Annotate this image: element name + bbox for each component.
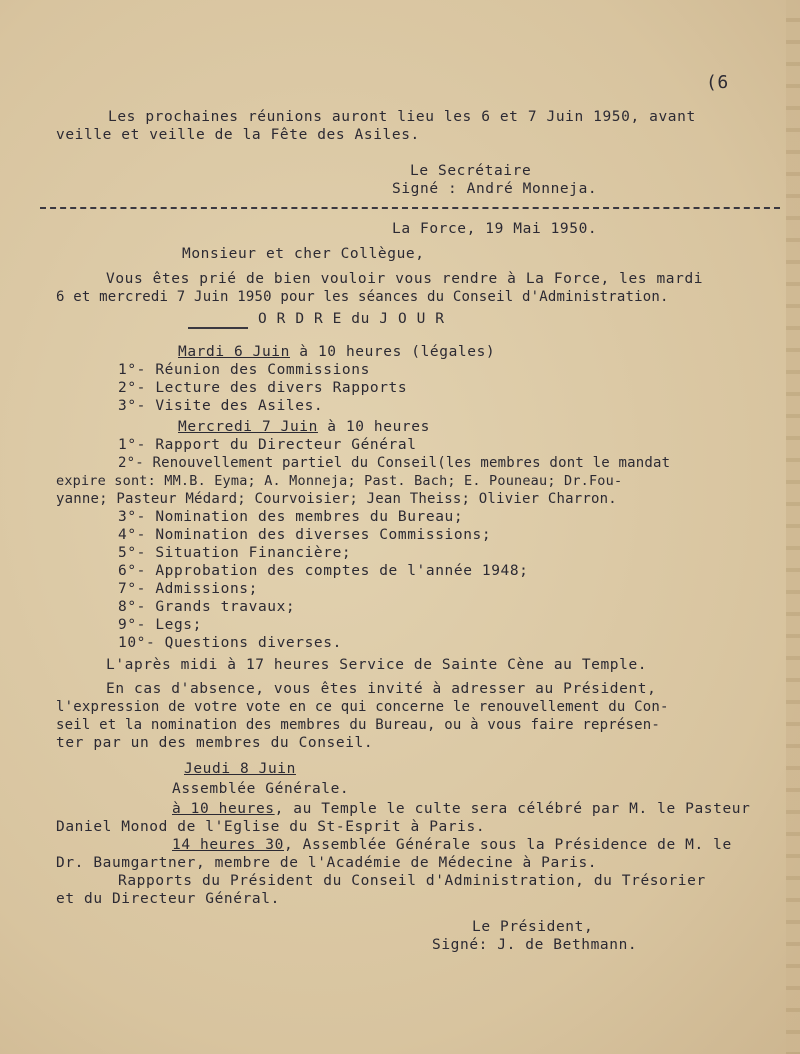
secretary-signature: Signé : André Monneja.	[392, 181, 598, 197]
list-item: 8°- Grands travaux;	[118, 599, 296, 615]
wednesday-date: Mercredi 7 Juin	[178, 419, 318, 435]
wednesday-time: à 10 heures	[317, 419, 430, 435]
tuesday-heading	[178, 343, 495, 361]
assembly-time: 14 heures 30	[172, 837, 284, 853]
thursday-line-3	[172, 836, 732, 854]
tuesday-time: à 10 heures (légales)	[289, 344, 496, 360]
thursday-line-1	[172, 800, 750, 818]
worship-time: à 10 heures	[172, 801, 275, 817]
thursday-line-4: Dr. Baumgartner, membre de l'Académie de Médecine à Paris.	[56, 855, 598, 871]
notice-line-1: Les prochaines réunions auront lieu les 6 et 7 Juin 1950, avant	[108, 109, 696, 125]
absence-line: seil et la nomination des membres du Bureau, ou à vous faire représen-	[56, 717, 661, 733]
list-item: 9°- Legs;	[118, 617, 202, 633]
list-item: expire sont: MM.B. Eyma; A. Monneja; Past. Bach; E. Pouneau; Dr.Fou-	[56, 473, 623, 489]
president-title: Le Président,	[472, 919, 594, 935]
page-edge	[786, 0, 800, 1054]
salutation: Monsieur et cher Collègue,	[182, 246, 425, 262]
president-signature: Signé: J. de Bethmann.	[432, 937, 638, 953]
agenda-rule	[188, 327, 248, 329]
list-item: 2°- Renouvellement partiel du Conseil(les membres dont le mandat	[118, 455, 671, 471]
list-item: 2°- Lecture des divers Rapports	[118, 380, 408, 396]
agenda-title: O R D R E du J O U R	[258, 311, 445, 327]
thursday-line-5: Rapports du Président du Conseil d'Administration, du Trésorier	[118, 873, 706, 889]
list-item: 4°- Nomination des diverses Commissions;	[118, 527, 492, 543]
intro-line-2: 6 et mercredi 7 Juin 1950 pour les séances du Conseil d'Administration.	[56, 289, 669, 305]
afternoon-service: L'après midi à 17 heures Service de Sainte Cène au Temple.	[106, 657, 648, 673]
list-item: 3°- Visite des Asiles.	[118, 398, 324, 414]
list-item: 5°- Situation Financière;	[118, 545, 352, 561]
intro-line-1: Vous êtes prié de bien vouloir vous rendre à La Force, les mardi	[106, 271, 704, 287]
list-item: 1°- Réunion des Commissions	[118, 362, 370, 378]
thursday-heading: Jeudi 8 Juin	[184, 761, 296, 777]
place-date: La Force, 19 Mai 1950.	[392, 221, 598, 237]
wednesday-heading	[178, 418, 430, 436]
assembly-text: , Assemblée Générale sous la Présidence de M. le	[283, 837, 732, 853]
thursday-line-2: Daniel Monod de l'Eglise du St-Esprit à Paris.	[56, 819, 486, 835]
secretary-title: Le Secrétaire	[410, 163, 532, 179]
list-item: 3°- Nomination des membres du Bureau;	[118, 509, 464, 525]
list-item: 7°- Admissions;	[118, 581, 258, 597]
absence-line: l'expression de votre vote en ce qui concerne le renouvellement du Con-	[56, 699, 669, 715]
general-assembly: Assemblée Générale.	[172, 781, 350, 797]
thursday-line-6: et du Directeur Général.	[56, 891, 280, 907]
absence-line: En cas d'absence, vous êtes invité à adresser au Président,	[106, 681, 657, 697]
list-item: yanne; Pasteur Médard; Courvoisier; Jean Theiss; Olivier Charron.	[56, 491, 617, 507]
page-number: (6	[706, 72, 729, 93]
absence-line: ter par un des membres du Conseil.	[56, 735, 374, 751]
separator-line	[40, 207, 780, 209]
list-item: 6°- Approbation des comptes de l'année 1948;	[118, 563, 529, 579]
notice-line-2: veille et veille de la Fête des Asiles.	[56, 127, 420, 143]
list-item: 10°- Questions diverses.	[118, 635, 342, 651]
tuesday-date: Mardi 6 Juin	[178, 344, 290, 360]
list-item: 1°- Rapport du Directeur Général	[118, 437, 417, 453]
worship-text: , au Temple le culte sera célébré par M. le Pasteur	[274, 801, 751, 817]
